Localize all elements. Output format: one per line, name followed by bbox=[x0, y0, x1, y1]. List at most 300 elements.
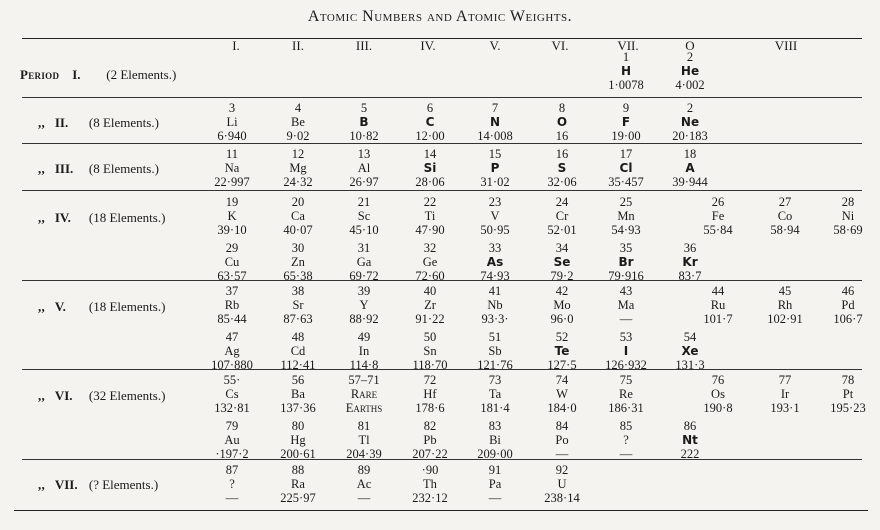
atomic-weight: 55·84 bbox=[703, 223, 733, 237]
atomic-weight: 40·07 bbox=[283, 223, 313, 237]
atomic-number: 92 bbox=[555, 463, 569, 477]
element-cell bbox=[395, 463, 465, 505]
element-symbol: Pb bbox=[423, 433, 437, 447]
atomic-number: 42 bbox=[555, 284, 569, 298]
atomic-weight: 184·0 bbox=[547, 401, 577, 415]
period-roman: VII. bbox=[54, 477, 78, 492]
element-cell bbox=[329, 195, 399, 237]
period-word: ,, bbox=[38, 115, 46, 130]
element-cell bbox=[683, 373, 753, 415]
atomic-number: 78 bbox=[841, 373, 855, 387]
element-cell bbox=[329, 241, 399, 283]
element-symbol: ? bbox=[623, 433, 629, 447]
element-cell bbox=[591, 330, 661, 372]
atomic-number: 51 bbox=[488, 330, 502, 344]
element-cell bbox=[527, 463, 597, 505]
atomic-number: 45 bbox=[778, 284, 792, 298]
element-cell bbox=[591, 373, 661, 415]
element-symbol: Pt bbox=[842, 387, 854, 401]
period-roman: V. bbox=[54, 299, 66, 314]
atomic-number: 37 bbox=[225, 284, 239, 298]
element-cell bbox=[460, 463, 530, 505]
atomic-number: 1 bbox=[622, 50, 630, 64]
element-cell bbox=[813, 284, 880, 326]
element-cell bbox=[197, 419, 267, 461]
element-symbol: Xe bbox=[681, 344, 699, 358]
atomic-weight: 87·63 bbox=[283, 312, 313, 326]
atomic-weight: 102·91 bbox=[767, 312, 803, 326]
atomic-number: 34 bbox=[555, 241, 569, 255]
element-symbol: Ma bbox=[617, 298, 635, 312]
atomic-weight: 118·70 bbox=[412, 358, 448, 372]
atomic-number: 17 bbox=[619, 147, 633, 161]
atomic-number: 49 bbox=[357, 330, 371, 344]
element-cell bbox=[263, 373, 333, 415]
atomic-number: 53 bbox=[619, 330, 633, 344]
period-word: ,, bbox=[38, 299, 46, 314]
element-symbol: Os bbox=[711, 387, 725, 401]
element-symbol: Cr bbox=[555, 209, 569, 223]
period-word: Period bbox=[20, 67, 60, 82]
period-roman: II. bbox=[54, 115, 69, 130]
element-symbol: Ru bbox=[710, 298, 726, 312]
group-header: VI. bbox=[551, 38, 569, 53]
atomic-weight: 6·940 bbox=[217, 129, 247, 143]
atomic-weight: 14·008 bbox=[477, 129, 513, 143]
element-cell bbox=[527, 330, 597, 372]
horizontal-rule bbox=[14, 510, 868, 511]
atomic-weight: 83·7 bbox=[678, 269, 702, 283]
element-symbol: Rh bbox=[777, 298, 793, 312]
atomic-weight: 10·82 bbox=[349, 129, 379, 143]
atomic-number: 8 bbox=[558, 101, 566, 115]
element-symbol: Tl bbox=[358, 433, 370, 447]
element-symbol: Zr bbox=[424, 298, 436, 312]
atomic-weight: 24·32 bbox=[283, 175, 313, 189]
atomic-number: 74 bbox=[555, 373, 569, 387]
atomic-number: 81 bbox=[357, 419, 371, 433]
element-cell bbox=[655, 147, 725, 189]
element-cell bbox=[329, 330, 399, 372]
atomic-weight: 96·0 bbox=[550, 312, 574, 326]
atomic-number: 32 bbox=[423, 241, 437, 255]
element-cell bbox=[395, 241, 465, 283]
element-symbol: N bbox=[489, 115, 501, 129]
element-cell bbox=[655, 101, 725, 143]
element-cell bbox=[263, 147, 333, 189]
element-symbol: P bbox=[490, 161, 500, 175]
element-cell bbox=[591, 195, 661, 237]
atomic-weight: 39·10 bbox=[217, 223, 247, 237]
element-cell bbox=[591, 284, 661, 326]
element-cell bbox=[329, 373, 399, 415]
element-symbol: Sn bbox=[423, 344, 437, 358]
element-symbol: Re bbox=[619, 387, 633, 401]
atomic-weight: 79·2 bbox=[550, 269, 574, 283]
atomic-weight: 181·4 bbox=[480, 401, 510, 415]
atomic-number: 14 bbox=[423, 147, 437, 161]
element-symbol: W bbox=[556, 387, 568, 401]
atomic-weight: Earths bbox=[345, 401, 383, 415]
atomic-number: 21 bbox=[357, 195, 371, 209]
group-header: I. bbox=[232, 38, 240, 53]
atomic-number: 57–71 bbox=[348, 373, 380, 387]
atomic-number: 24 bbox=[555, 195, 569, 209]
atomic-number: 86 bbox=[683, 419, 697, 433]
atomic-number: 41 bbox=[488, 284, 502, 298]
atomic-number: 47 bbox=[225, 330, 239, 344]
period-element-count: (? Elements.) bbox=[88, 477, 159, 492]
element-cell bbox=[460, 419, 530, 461]
atomic-weight: — bbox=[555, 447, 569, 461]
element-cell bbox=[460, 284, 530, 326]
element-symbol: F bbox=[621, 115, 631, 129]
page-title: Atomic Numbers and Atomic Weights. bbox=[307, 8, 573, 25]
atomic-weight: 101·7 bbox=[703, 312, 733, 326]
element-symbol: Zn bbox=[291, 255, 305, 269]
element-cell bbox=[591, 101, 661, 143]
atomic-number: 48 bbox=[291, 330, 305, 344]
atomic-weight: 32·06 bbox=[547, 175, 577, 189]
element-cell bbox=[395, 419, 465, 461]
atomic-weight: 72·60 bbox=[415, 269, 445, 283]
element-symbol: Se bbox=[553, 255, 571, 269]
element-cell bbox=[460, 195, 530, 237]
atomic-weight: ·197·2 bbox=[215, 447, 249, 461]
period-element-count: (2 Elements.) bbox=[106, 67, 177, 82]
element-symbol: Mo bbox=[553, 298, 571, 312]
atomic-number: 2 bbox=[686, 50, 694, 64]
atomic-weight: 93·3· bbox=[481, 312, 509, 326]
atomic-number: 36 bbox=[683, 241, 697, 255]
atomic-weight: 9·02 bbox=[286, 129, 310, 143]
atomic-number: 85 bbox=[619, 419, 633, 433]
element-cell bbox=[329, 101, 399, 143]
element-cell bbox=[527, 195, 597, 237]
atomic-number: 44 bbox=[711, 284, 725, 298]
element-cell bbox=[460, 147, 530, 189]
atomic-number: 30 bbox=[291, 241, 305, 255]
atomic-number: 52 bbox=[555, 330, 569, 344]
atomic-weight: 204·39 bbox=[346, 447, 382, 461]
element-symbol: Y bbox=[359, 298, 369, 312]
atomic-weight: 47·90 bbox=[415, 223, 445, 237]
atomic-number: 19 bbox=[225, 195, 239, 209]
element-symbol: Ga bbox=[356, 255, 372, 269]
element-symbol: Br bbox=[618, 255, 634, 269]
element-cell bbox=[197, 330, 267, 372]
element-symbol: Ta bbox=[488, 387, 502, 401]
atomic-number: 7 bbox=[491, 101, 499, 115]
period-word: ,, bbox=[38, 210, 46, 225]
element-cell bbox=[683, 284, 753, 326]
element-symbol: Cs bbox=[225, 387, 239, 401]
element-cell bbox=[329, 284, 399, 326]
element-cell bbox=[197, 284, 267, 326]
atomic-number: 88 bbox=[291, 463, 305, 477]
atomic-number: 11 bbox=[225, 147, 239, 161]
period-label bbox=[38, 477, 158, 493]
atomic-number: 29 bbox=[225, 241, 239, 255]
element-cell bbox=[591, 50, 661, 92]
atomic-weight: 114·8 bbox=[349, 358, 379, 372]
element-cell bbox=[263, 101, 333, 143]
atomic-weight: — bbox=[225, 491, 239, 505]
element-symbol: Be bbox=[291, 115, 305, 129]
atomic-weight: 195·23 bbox=[830, 401, 866, 415]
element-symbol: Hg bbox=[290, 433, 306, 447]
period-roman: III. bbox=[54, 161, 74, 176]
element-cell bbox=[591, 147, 661, 189]
element-symbol: H bbox=[620, 64, 632, 78]
element-cell bbox=[395, 330, 465, 372]
atomic-number: 87 bbox=[225, 463, 239, 477]
element-symbol: Co bbox=[777, 209, 793, 223]
period-roman: IV. bbox=[54, 210, 71, 225]
horizontal-rule bbox=[22, 190, 862, 191]
element-cell bbox=[197, 147, 267, 189]
horizontal-rule bbox=[22, 143, 862, 144]
element-symbol: Ir bbox=[780, 387, 790, 401]
element-symbol: Au bbox=[224, 433, 240, 447]
element-cell bbox=[460, 330, 530, 372]
element-cell bbox=[655, 330, 725, 372]
period-roman: I. bbox=[72, 67, 81, 82]
element-symbol: Te bbox=[554, 344, 570, 358]
element-cell bbox=[460, 373, 530, 415]
element-cell bbox=[750, 284, 820, 326]
atomic-weight: 91·22 bbox=[415, 312, 445, 326]
atomic-number: 79 bbox=[225, 419, 239, 433]
atomic-number: 16 bbox=[555, 147, 569, 161]
atomic-weight: — bbox=[357, 491, 371, 505]
element-symbol: Fe bbox=[711, 209, 725, 223]
atomic-weight: 54·93 bbox=[611, 223, 641, 237]
period-element-count: (32 Elements.) bbox=[88, 388, 166, 403]
group-header: II. bbox=[292, 38, 304, 53]
element-cell bbox=[395, 373, 465, 415]
atomic-weight: 106·7 bbox=[833, 312, 863, 326]
element-cell bbox=[197, 101, 267, 143]
atomic-number: ·90 bbox=[421, 463, 439, 477]
atomic-weight: 207·22 bbox=[412, 447, 448, 461]
atomic-number: 84 bbox=[555, 419, 569, 433]
period-label bbox=[20, 67, 176, 83]
atomic-number: 31 bbox=[357, 241, 371, 255]
period-word: ,, bbox=[38, 161, 46, 176]
element-symbol: U bbox=[557, 477, 567, 491]
period-label bbox=[38, 161, 159, 177]
element-symbol: Li bbox=[226, 115, 238, 129]
atomic-number: 2 bbox=[686, 101, 694, 115]
atomic-number: 55· bbox=[223, 373, 241, 387]
group-header: III. bbox=[355, 38, 373, 53]
element-symbol: Si bbox=[423, 161, 437, 175]
atomic-number: 4 bbox=[294, 101, 302, 115]
element-symbol: Ne bbox=[680, 115, 700, 129]
atomic-number: 13 bbox=[357, 147, 371, 161]
atomic-weight: 209·00 bbox=[477, 447, 513, 461]
atomic-number: 28 bbox=[841, 195, 855, 209]
atomic-weight: 16 bbox=[555, 129, 569, 143]
element-symbol: Mg bbox=[289, 161, 307, 175]
atomic-number: 26 bbox=[711, 195, 725, 209]
element-cell bbox=[263, 284, 333, 326]
atomic-number: 43 bbox=[619, 284, 633, 298]
element-symbol: Th bbox=[423, 477, 437, 491]
atomic-number: 20 bbox=[291, 195, 305, 209]
period-element-count: (8 Elements.) bbox=[88, 115, 159, 130]
element-symbol: Ti bbox=[424, 209, 436, 223]
atomic-weight: 190·8 bbox=[703, 401, 733, 415]
element-symbol: Mn bbox=[617, 209, 635, 223]
element-cell bbox=[263, 195, 333, 237]
atomic-weight: 79·916 bbox=[608, 269, 644, 283]
atomic-number: 6 bbox=[426, 101, 434, 115]
element-cell bbox=[395, 147, 465, 189]
element-symbol: S bbox=[557, 161, 567, 175]
atomic-weight: 126·932 bbox=[605, 358, 647, 372]
element-symbol: Ge bbox=[422, 255, 438, 269]
atomic-weight: 63·57 bbox=[217, 269, 247, 283]
element-symbol: B bbox=[359, 115, 369, 129]
group-header: IV. bbox=[420, 38, 436, 53]
element-cell bbox=[527, 241, 597, 283]
element-symbol: In bbox=[358, 344, 370, 358]
atomic-number: 75 bbox=[619, 373, 633, 387]
element-symbol: Ra bbox=[291, 477, 305, 491]
element-symbol: Bi bbox=[489, 433, 501, 447]
atomic-number: 27 bbox=[778, 195, 792, 209]
atomic-weight: 132·81 bbox=[214, 401, 250, 415]
atomic-number: 15 bbox=[488, 147, 502, 161]
element-cell bbox=[460, 101, 530, 143]
element-cell bbox=[263, 463, 333, 505]
atomic-weight: 19·00 bbox=[611, 129, 641, 143]
period-label bbox=[38, 388, 165, 404]
atomic-number: 83 bbox=[488, 419, 502, 433]
element-cell bbox=[263, 241, 333, 283]
atomic-number: 18 bbox=[683, 147, 697, 161]
element-symbol: Cd bbox=[290, 344, 306, 358]
element-symbol: I bbox=[623, 344, 629, 358]
atomic-weight: 137·36 bbox=[280, 401, 316, 415]
element-symbol: Ac bbox=[356, 477, 372, 491]
element-cell bbox=[655, 419, 725, 461]
element-symbol: Pa bbox=[488, 477, 502, 491]
element-cell bbox=[395, 284, 465, 326]
atomic-number: 89 bbox=[357, 463, 371, 477]
element-cell bbox=[395, 195, 465, 237]
element-cell bbox=[591, 419, 661, 461]
atomic-number: 40 bbox=[423, 284, 437, 298]
element-cell bbox=[329, 147, 399, 189]
period-label bbox=[38, 299, 165, 315]
atomic-weight: 50·95 bbox=[480, 223, 510, 237]
element-cell bbox=[527, 147, 597, 189]
atomic-number: 38 bbox=[291, 284, 305, 298]
atomic-number: 54 bbox=[683, 330, 697, 344]
element-symbol: Ba bbox=[291, 387, 305, 401]
element-symbol: C bbox=[425, 115, 435, 129]
horizontal-rule bbox=[22, 97, 862, 98]
atomic-weight: 193·1 bbox=[770, 401, 800, 415]
group-header: VIII bbox=[774, 38, 798, 53]
element-symbol: O bbox=[556, 115, 568, 129]
atomic-weight: 4·002 bbox=[675, 78, 705, 92]
period-element-count: (18 Elements.) bbox=[88, 299, 166, 314]
element-symbol: Nt bbox=[682, 433, 698, 447]
element-symbol: Sc bbox=[357, 209, 371, 223]
atomic-weight: 1·0078 bbox=[608, 78, 644, 92]
element-symbol: Sb bbox=[488, 344, 502, 358]
atomic-number: 5 bbox=[360, 101, 368, 115]
element-symbol: Rb bbox=[224, 298, 240, 312]
element-symbol: He bbox=[680, 64, 700, 78]
atomic-number: 39 bbox=[357, 284, 371, 298]
atomic-weight: 20·183 bbox=[672, 129, 708, 143]
element-cell bbox=[683, 195, 753, 237]
atomic-weight: 45·10 bbox=[349, 223, 379, 237]
atomic-number: 12 bbox=[291, 147, 305, 161]
atomic-number: 33 bbox=[488, 241, 502, 255]
element-symbol: Sr bbox=[292, 298, 304, 312]
element-cell bbox=[750, 373, 820, 415]
element-symbol: As bbox=[486, 255, 504, 269]
period-element-count: (18 Elements.) bbox=[88, 210, 166, 225]
element-symbol: Hf bbox=[423, 387, 437, 401]
atomic-weight: 52·01 bbox=[547, 223, 577, 237]
element-cell bbox=[395, 101, 465, 143]
element-symbol: Kr bbox=[682, 255, 698, 269]
element-symbol: K bbox=[227, 209, 237, 223]
atomic-weight: 178·6 bbox=[415, 401, 445, 415]
element-cell bbox=[527, 101, 597, 143]
atomic-weight: 200·61 bbox=[280, 447, 316, 461]
atomic-number: 56 bbox=[291, 373, 305, 387]
atomic-number: 46 bbox=[841, 284, 855, 298]
element-symbol: Cu bbox=[224, 255, 240, 269]
atomic-weight: 107·880 bbox=[211, 358, 253, 372]
atomic-weight: 39·944 bbox=[672, 175, 708, 189]
element-cell bbox=[591, 241, 661, 283]
atomic-number: 77 bbox=[778, 373, 792, 387]
element-cell bbox=[197, 241, 267, 283]
element-cell bbox=[655, 241, 725, 283]
atomic-number: 50 bbox=[423, 330, 437, 344]
element-cell bbox=[197, 195, 267, 237]
period-element-count: (8 Elements.) bbox=[88, 161, 159, 176]
period-roman: VI. bbox=[54, 388, 73, 403]
element-symbol: Ni bbox=[841, 209, 855, 223]
element-symbol: Po bbox=[555, 433, 569, 447]
atomic-weight: 222 bbox=[680, 447, 700, 461]
group-header: V. bbox=[489, 38, 501, 53]
atomic-weight: 69·72 bbox=[349, 269, 379, 283]
atomic-weight: 74·93 bbox=[480, 269, 510, 283]
atomic-weight: 35·457 bbox=[608, 175, 644, 189]
atomic-number: 9 bbox=[622, 101, 630, 115]
element-cell bbox=[750, 195, 820, 237]
element-cell bbox=[813, 195, 880, 237]
atomic-weight: 58·69 bbox=[833, 223, 863, 237]
atomic-weight: 131·3 bbox=[675, 358, 705, 372]
element-cell bbox=[263, 419, 333, 461]
atomic-number: 25 bbox=[619, 195, 633, 209]
element-cell bbox=[527, 373, 597, 415]
element-cell bbox=[655, 50, 725, 92]
atomic-weight: — bbox=[619, 447, 633, 461]
